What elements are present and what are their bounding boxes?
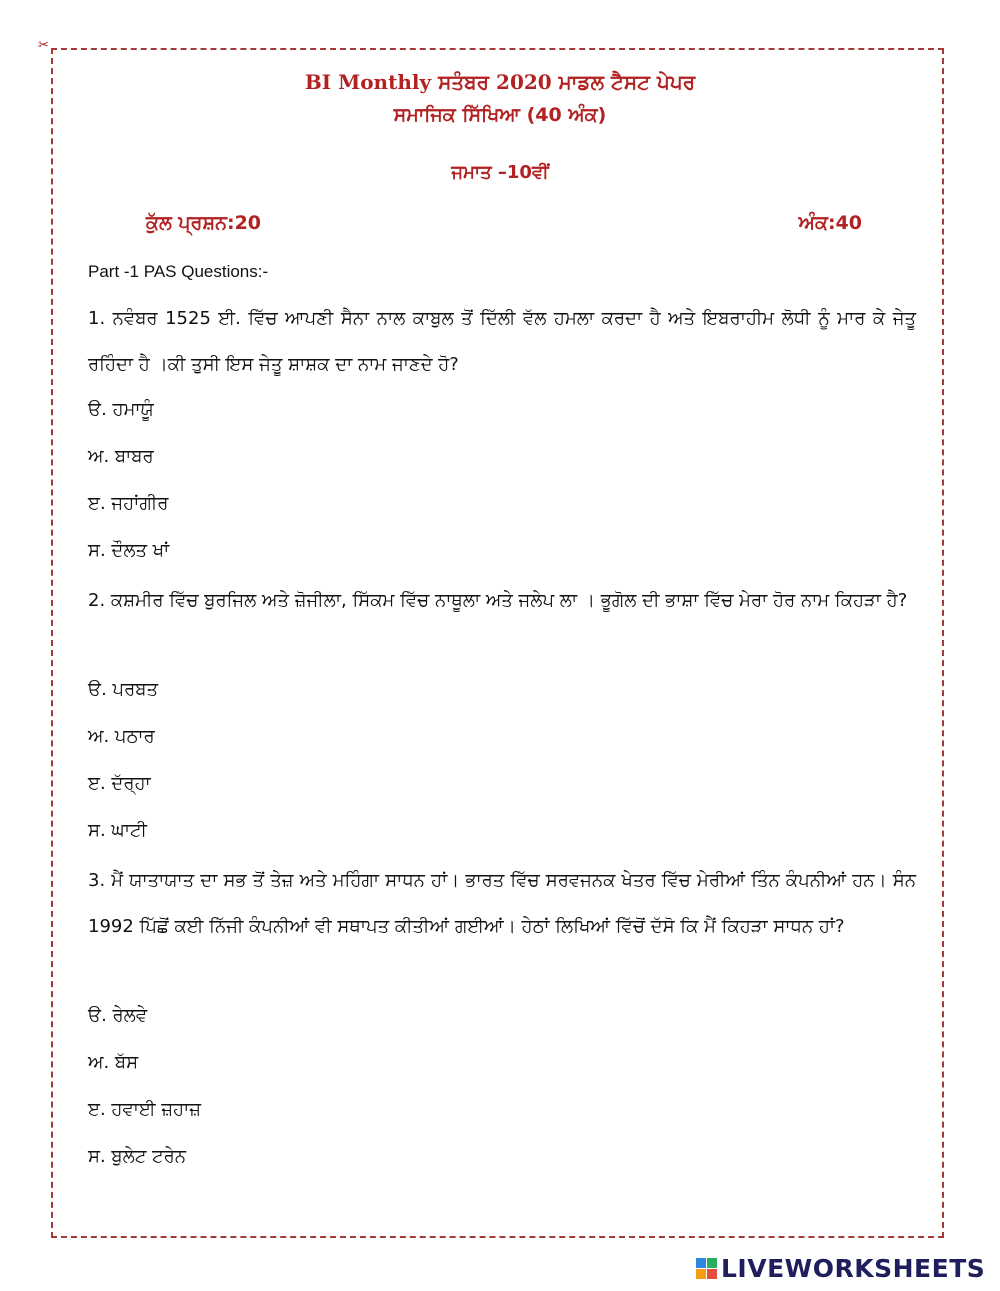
- total-questions-label: ਕੁੱਲ ਪ੍ਰਸ਼ਨ:20: [146, 212, 262, 234]
- question-text: 1. ਨਵੰਬਰ 1525 ਈ. ਵਿੱਚ ਆਪਣੀ ਸੈਨਾ ਨਾਲ ਕਾਬੁਲ ਤੋਂ ਦਿੱਲੀ ਵੱਲ ਹਮਲਾ ਕਰਦਾ ਹੈ ਅਤੇ ਇਬਰਾਹੀਮ ਲੋਧੀ ਨੂੰ ਮਾਰ ਕੇ ਜੇਤੂ ਰਹਿੰਦਾ ਹੈ ।ਕੀ ਤੁਸੀ ਇਸ ਜੇਤੂ ਸ਼ਾਸ਼ਕ ਦਾ ਨਾਮ ਜਾਣਦੇ ਹੋ?: [88, 308, 916, 375]
- option-d: ਸ. ਘਾਟੀ: [88, 820, 147, 841]
- watermark-text: LIVEWORKSHEETS: [721, 1254, 986, 1283]
- option-c: ੲ. ਹਵਾਈ ਜ਼ਹਾਜ਼: [88, 1099, 201, 1120]
- class-label: ਜਮਾਤ –10ਵੀਂ: [451, 162, 549, 183]
- option-d: ਸ. ਦੌਲਤ ਖਾਂ: [88, 540, 170, 561]
- option-a: ੳ. ਪਰਬਤ: [88, 679, 159, 700]
- total-marks-label: ਅੰਕ:40: [798, 212, 862, 234]
- questions-list: [88, 296, 916, 1184]
- option-c: ੲ. ਜਹਾਂਗੀਰ: [88, 493, 169, 514]
- scissor-icon: ✂: [38, 38, 49, 53]
- liveworksheets-logo-icon: [696, 1258, 717, 1279]
- option-a: ੳ. ਹਮਾਯੂੰ: [88, 399, 154, 420]
- option-d: ਸ. ਬੁਲੇਟ ਟਰੇਨ: [88, 1146, 187, 1167]
- paper-title: BI Monthly ਸਤੰਬਰ 2020 ਮਾਡਲ ਟੈਸਟ ਪੇਪਰ: [304, 70, 696, 94]
- question-text: 2. ਕਸ਼ਮੀਰ ਵਿੱਚ ਬੁਰਜਿਲ ਅਤੇ ਜ਼ੋਜੀਲਾ, ਸਿੱਕਮ ਵਿੱਚ ਨਾਥੂਲਾ ਅਤੇ ਜਲੇਪ ਲਾ । ਭੂਗੋਲ ਦੀ ਭਾਸ਼ਾ ਵਿੱਚ ਮੇਰਾ ਹੋਰ ਨਾਮ ਕਿਹੜਾ ਹੈ?: [88, 590, 908, 611]
- option-b: ਅ. ਬੱਸ: [88, 1052, 139, 1073]
- option-c: ੲ. ਦੱਰ੍ਹਾ: [88, 773, 151, 794]
- question-text: 3. ਮੈਂ ਯਾਤਾਯਾਤ ਦਾ ਸਭ ਤੋਂ ਤੇਜ਼ ਅਤੇ ਮਹਿੰਗਾ ਸਾਧਨ ਹਾਂ। ਭਾਰਤ ਵਿੱਚ ਸਰਵਜਨਕ ਖੇਤਰ ਵਿੱਚ ਮੇਰੀਆਂ ਤਿੰਨ ਕੰਪਨੀਆਂ ਹਨ। ਸੰਨ 1992 ਪਿੱਛੋਂ ਕਈ ਨਿੱਜੀ ਕੰਪਨੀਆਂ ਵੀ ਸਥਾਪਤ ਕੀਤੀਆਂ ਗਈਆਂ। ਹੇਠਾਂ ਲਿਖਿਆਂ ਵਿੱਚੋਂ ਦੱਸੋ ਕਿ ਮੈਂ ਕਿਹੜਾ ਸਾਧਨ ਹਾਂ?: [88, 870, 916, 937]
- subject-title: ਸਮਾਜਿਕ ਸਿੱਖਿਆ (40 ਅੰਕ): [393, 104, 607, 126]
- option-a: ੳ. ਰੇਲਵੇ: [88, 1005, 148, 1026]
- question-2: [88, 578, 916, 858]
- question-1: [88, 296, 916, 578]
- liveworksheets-logo[interactable]: [696, 1254, 985, 1283]
- option-b: ਅ. ਬਾਬਰ: [88, 446, 154, 467]
- part-heading: Part -1 PAS Questions:-: [88, 262, 269, 281]
- option-b: ਅ. ਪਠਾਰ: [88, 726, 155, 747]
- question-3: [88, 858, 916, 1184]
